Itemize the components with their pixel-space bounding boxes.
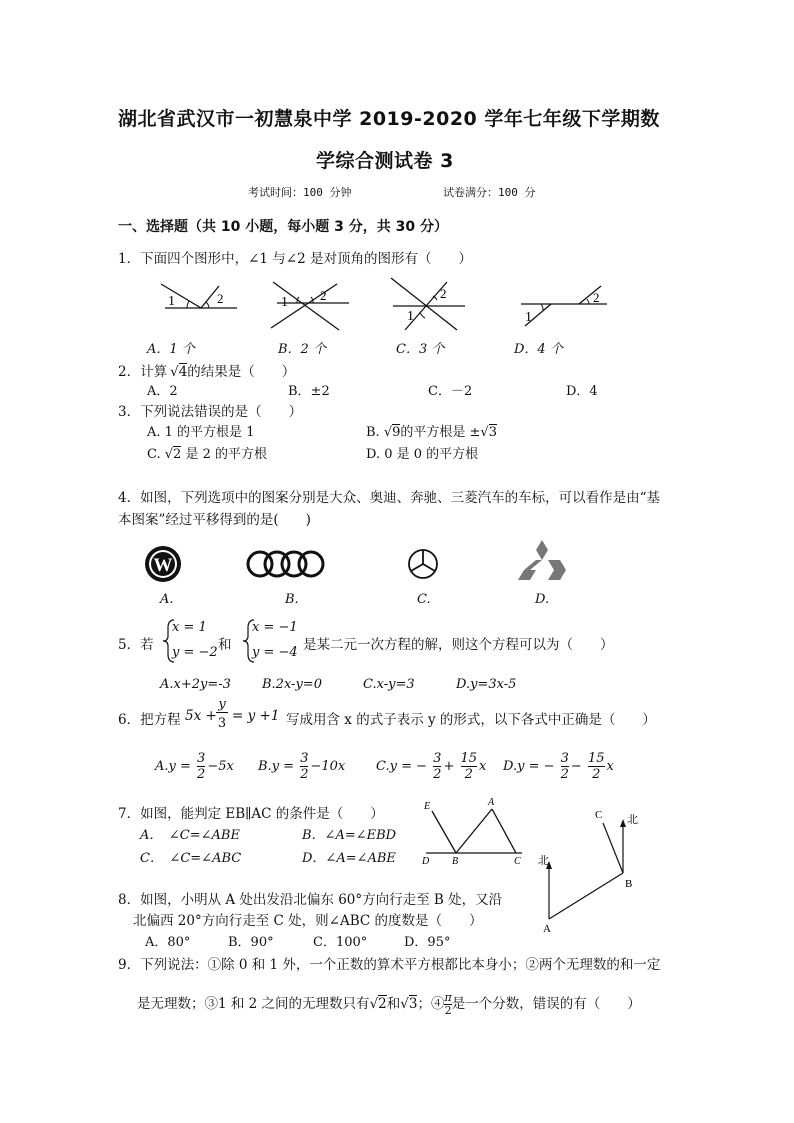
vw-logo-icon <box>145 546 181 582</box>
question-4-logos <box>130 540 580 590</box>
page-title-line2: 学综合测试卷 3 <box>316 150 454 172</box>
q1-option-c: C．3 个 <box>396 342 445 357</box>
q5-sys2-line1: x = −1 <box>252 620 298 635</box>
q8-option-c: C．100° <box>313 935 368 950</box>
q2-radicand: 4 <box>178 364 188 380</box>
q5-option-a: A.x+2y=-3 <box>160 677 231 692</box>
full-score: 试卷满分：100 分 <box>443 186 536 199</box>
q7-point-b: B <box>452 856 459 865</box>
q5-and: 和 <box>218 637 232 653</box>
q5-option-d: D.y=3x-5 <box>456 677 517 692</box>
q2-option-b: B．±2 <box>288 384 330 399</box>
q3-option-a: A. 1 的平方根是 1 <box>147 425 255 440</box>
q1-figure-1 <box>161 284 237 309</box>
q7-option-a: A． ∠C=∠ABE <box>140 828 240 843</box>
mitsubishi-logo-icon <box>518 540 566 580</box>
question-5-num: 5．若 <box>118 637 154 653</box>
q1-fig1-angle1-label: 1 <box>168 294 175 309</box>
question-8-stem-line1: 8．如图，小明从 A 处出发沿北偏东 60°方向行走至 B 处，又沿 <box>118 892 503 908</box>
audi-logo-icon <box>248 552 323 576</box>
q1-figure-4 <box>521 286 607 326</box>
q7-point-d: D <box>422 856 430 865</box>
q4-label-d: D. <box>535 592 550 607</box>
q4-label-c: C. <box>417 592 431 607</box>
q1-figure-2 <box>271 282 349 330</box>
q5-sys1-line2: y = −2 <box>172 645 218 660</box>
q1-figure-3 <box>391 278 465 330</box>
q5-option-c: C.x-y=3 <box>363 677 415 692</box>
question-9-stem-line1: 9．下列说法：①除 0 和 1 外，一个正数的算术平方根都比本身小；②两个无理数的和一定 <box>118 957 661 973</box>
q5-sys2-line2: y = −4 <box>252 645 298 660</box>
q4-label-b: B. <box>285 592 299 607</box>
q6-stem-pre: 6．把方程 <box>118 712 181 728</box>
q2-option-a: A．2 <box>147 384 178 399</box>
q3-option-c: C. √2 是 2 的平方根 <box>147 447 268 462</box>
svg-text:W: W <box>153 555 173 576</box>
q8-point-b: B <box>625 878 633 890</box>
q8-option-d: D．95° <box>404 935 451 950</box>
q6-eq-den: 3 <box>217 716 227 731</box>
q6-eq-a: 5x + <box>185 708 217 724</box>
q3-option-b: B. √9的平方根是 ±√3 <box>366 425 497 440</box>
question-7-figure <box>418 793 530 865</box>
question-8-figure <box>535 805 645 940</box>
page-title-line1: 湖北省武汉市一初慧泉中学 2019-2020 学年七年级下学期数 <box>118 108 660 130</box>
question-3-stem: 3．下列说法错误的是（ ） <box>118 404 303 420</box>
q7-point-e: E <box>424 801 431 812</box>
q4-label-a: A. <box>160 592 174 607</box>
q1-option-d: D．4 个 <box>514 342 563 357</box>
question-4-stem-line2: 本图案”经过平移得到的是( ) <box>118 512 311 528</box>
q1-fig1-angle2-label: 2 <box>217 291 224 306</box>
q6-option-d: D.y = − $\frac{3}{2}$ − $\frac{15}{2}$ x <box>503 751 614 782</box>
q8-north-b: 北 <box>627 814 638 826</box>
q7-option-b: B．∠A=∠EBD <box>302 828 397 843</box>
q8-option-a: A．80° <box>145 935 191 950</box>
question-8-stem-line2: 北偏西 20°方向行走至 C 处，则∠ABC 的度数是（ ） <box>133 913 483 929</box>
q1-fig2-angle2-label: 2 <box>320 288 327 303</box>
section-heading: 一、选择题（共 10 小题，每小题 3 分，共 30 分） <box>118 219 448 235</box>
q3-option-d: D. 0 是 0 的平方根 <box>366 447 479 462</box>
q6-option-b: B.y = $\frac{3}{2}$ −10x <box>258 751 346 782</box>
q1-fig4-angle1-label: 1 <box>525 310 532 325</box>
q5-option-b: B.2x-y=0 <box>262 677 322 692</box>
question-7-stem: 7．如图，能判定 EB∥AC 的条件是（ ） <box>118 806 384 822</box>
q2-option-d: D．4 <box>566 384 598 399</box>
q1-fig2-angle1-label: 1 <box>281 295 288 310</box>
q1-fig4-angle2-label: 2 <box>593 290 600 305</box>
q1-option-b: B．2 个 <box>278 342 326 357</box>
question-1-stem: 1．下面四个图形中，∠1 与∠2 是对顶角的图形有（ ） <box>118 251 472 267</box>
q8-option-b: B．90° <box>228 935 274 950</box>
exam-time: 考试时间：100 分钟 <box>248 186 352 199</box>
q6-option-c: C.y = − $\frac{3}{2}$ + $\frac{15}{2}$ x <box>376 751 487 782</box>
q1-option-a: A．1 个 <box>147 342 195 357</box>
q7-point-a: A <box>488 797 495 808</box>
question-9-stem-line2: 是无理数；③1 和 2 之间的无理数只有√2和√3；④ $\frac{\pi}{2}$ 是一个分数，错误的有（ ） <box>137 991 641 1017</box>
q8-north-a: 北 <box>538 855 549 867</box>
q5-sys1-line1: x = 1 <box>172 620 207 635</box>
q6-eq-num: y <box>216 697 228 713</box>
q8-point-c: C <box>595 809 603 821</box>
q1-fig3-angle2-label: 2 <box>440 286 447 301</box>
q2-option-c: C．－2 <box>428 384 473 399</box>
q5-stem-post: 是某二元一次方程的解，则这个方程可以为（ ） <box>303 637 614 653</box>
question-1-figures <box>155 272 625 334</box>
mercedes-logo-icon <box>409 550 437 578</box>
q7-option-d: D．∠A=∠ABE <box>302 851 396 866</box>
q6-stem-post: 写成用含 x 的式子表示 y 的形式，以下各式中正确是（ ） <box>286 712 656 728</box>
question-4-stem-line1: 4．如图，下列选项中的图案分别是大众、奥迪、奔驰、三菱汽车的车标，可以看作是由“基 <box>118 490 660 506</box>
q7-option-c: C． ∠C=∠ABC <box>140 851 242 866</box>
q6-option-a: A.y = $\frac{3}{2}$ −5x <box>155 751 234 782</box>
q7-point-c: C <box>514 856 521 865</box>
q8-point-a: A <box>543 923 551 935</box>
q6-eq-b: = y +1 <box>232 708 280 724</box>
q1-fig3-angle1-label: 1 <box>407 309 414 324</box>
question-2-stem: 2．计算 √4的结果是（ ） <box>118 364 296 380</box>
